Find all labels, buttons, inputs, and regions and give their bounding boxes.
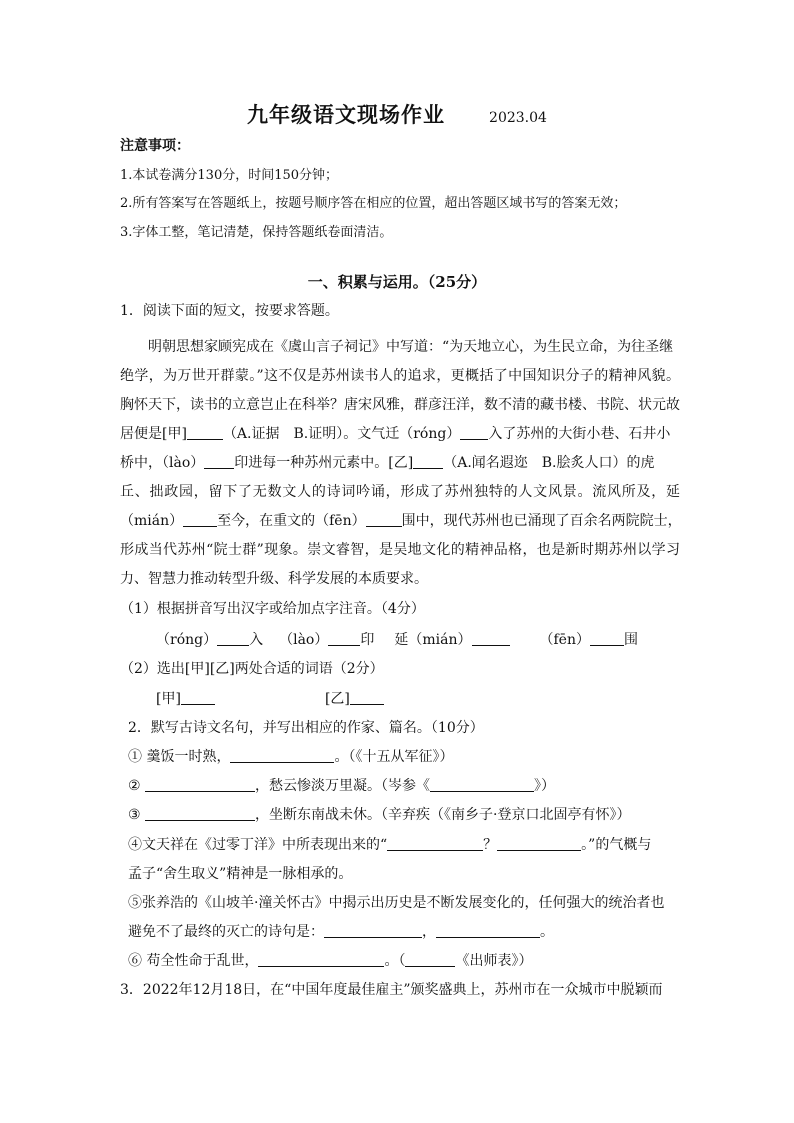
answer-blank[interactable] [436,921,540,938]
answer-blank[interactable] [350,688,384,705]
answer-blank[interactable] [145,775,255,792]
answer-blank[interactable] [497,834,581,851]
sub-question: （1）根据拼音写出汉字或给加点字注音。（4分） [120,601,425,617]
pinyin-answers: （róng） 入 （lào） 印 延（mián） （fēn） 围 [156,626,716,654]
passage-line: 胸怀天下，读书的立意岂止在科举？唐宋风雅，群彦汪洋，数不清的藏书楼、书院、状元故 [120,397,680,413]
notice-item: 3.字体工整，笔记清楚，保持答题纸卷面清洁。 [120,225,393,240]
answer-blank[interactable] [181,688,215,705]
section-heading: 一、积累与运用。（25分） [307,273,487,291]
notice-item: 2.所有答案写在答题纸上，按题号顺序答在相应的位置，超出答题区域书写的答案无效； [120,196,627,211]
answer-blank[interactable] [204,452,234,469]
sub-question: （2）选出[甲][乙]两处合适的词语（2分） [120,661,384,677]
recitation-item-cont: 避免不了最终的灭亡的诗句是： ， 。 [128,918,688,946]
recitation-item: ③ ，坐断东南战未休。（辛弃疾（《南乡子·登京口北固亭有怀》） [128,801,688,829]
question-stem: 3．2022年12月18日，在“中国年度最佳雇主”颁奖盛典上，苏州市在一众城市中脱颖而 [120,982,663,998]
word-choice-answers: [甲] [乙] [156,685,716,713]
recitation-item: ① 羹饭一时熟， 。（《十五从军征》） [128,743,688,771]
answer-blank[interactable] [460,423,488,440]
page-title: 九年级语文现场作业 [247,102,446,127]
recitation-item-cont: 孟子“舍生取义”精神是一脉相承的。 [128,866,353,882]
answer-blank[interactable] [258,950,384,967]
answer-blank[interactable] [405,950,455,967]
answer-blank[interactable] [230,746,334,763]
passage-line: 桥中，（lào） 印进每一种苏州元素中。[乙] （A.闻名遐迩 B.脍炙人口）的虎 [120,449,680,477]
question-stem: 2．默写古诗文名句，并写出相应的作家、篇名。（10分） [128,720,484,736]
answer-blank[interactable] [430,775,534,792]
notice-heading: 注意事项： [120,138,190,154]
passage-line: （mián） 至今，在重文的（fēn） 围中，现代苏州也已涌现了百余名两院院士， [120,507,680,535]
answer-blank[interactable] [366,510,402,527]
passage-line: 居便是[甲] （A.证据 B.证明）。文气迁（róng） 入了苏州的大街小巷、石井小 [120,420,680,448]
answer-blank[interactable] [413,452,443,469]
notice-item: 1.本试卷满分130分，时间150分钟； [120,168,339,183]
header [0,99,794,129]
answer-blank[interactable] [183,510,217,527]
answer-blank[interactable] [187,423,223,440]
passage-line: 丘、拙政园，留下了无数文人的诗词吟诵，形成了苏州独特的人文风景。流风所及，延 [120,484,680,500]
answer-blank[interactable] [590,629,624,646]
recitation-item: ⑤张养浩的《山坡羊·潼关怀古》中揭示出历史是不断发展变化的，任何强大的统治者也 [128,895,665,911]
answer-blank[interactable] [217,629,249,646]
answer-blank[interactable] [324,921,422,938]
exam-date: 2023.04 [489,110,547,126]
recitation-item: ④文天祥在《过零丁洋》中所表现出来的“ ？ 。”的气概与 [128,831,688,859]
passage-line: 绝学，为万世开群蒙。”这不仅是苏州读书人的追求，更概括了中国知识分子的精神风貌。 [120,368,680,384]
passage-line: 力、智慧力推动转型升级、科学发展的本质要求。 [120,571,428,587]
passage-line: 明朝思想家顾宪成在《虞山言子祠记》中写道：“为天地立心，为生民立命，为往圣继 [148,339,674,355]
answer-blank[interactable] [328,629,360,646]
answer-blank[interactable] [472,629,510,646]
recitation-item: ⑥ 苟全性命于乱世， 。（ 《出师表》） [128,947,688,975]
answer-blank[interactable] [387,834,483,851]
passage-line: 形成当代苏州“院士群”现象。崇文睿智，是吴地文化的精神品格，也是新时期苏州以学习 [120,542,680,558]
recitation-item: ② ，愁云惨淡万里凝。（岑参《 》） [128,772,688,800]
answer-blank[interactable] [145,804,255,821]
question-stem: 1．阅读下面的短文，按要求答题。 [120,303,339,319]
